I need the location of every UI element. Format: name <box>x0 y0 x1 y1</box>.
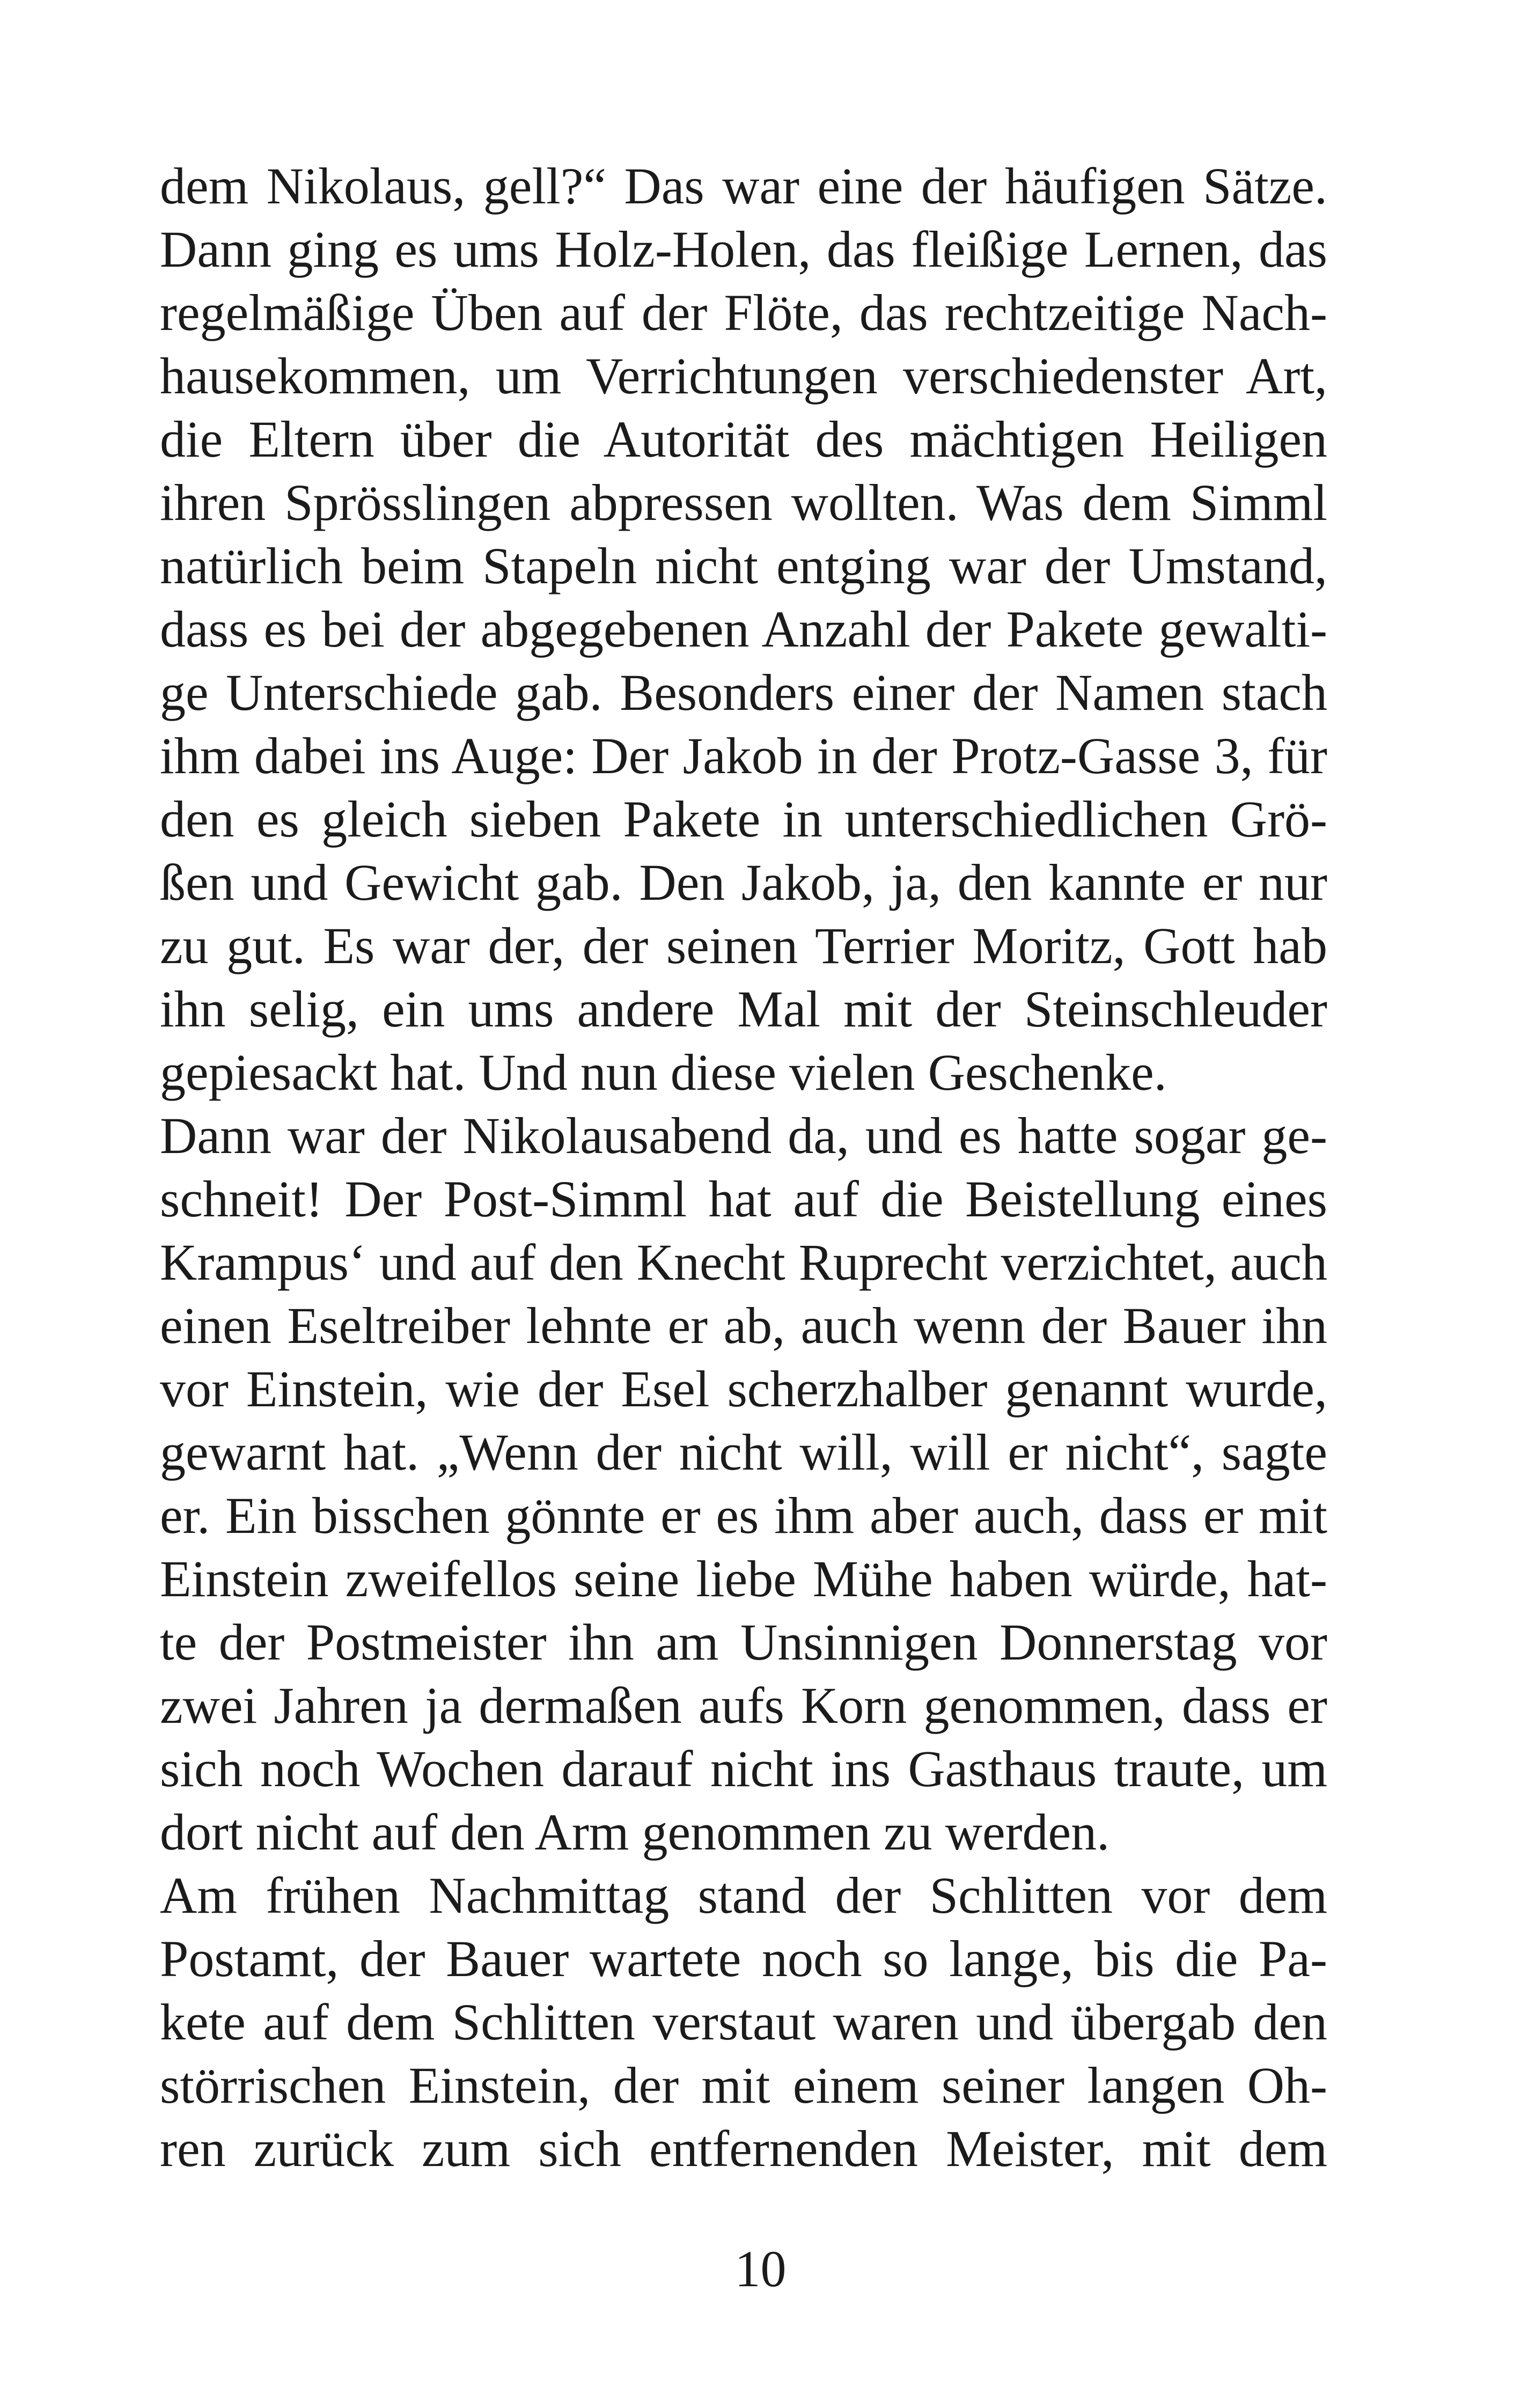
paragraph-end-line: dort nicht auf den Arm genommen zu werden. <box>160 1803 1110 1861</box>
text-line: natürlich beim Stapeln nicht entging war der Umstand, <box>160 537 1327 594</box>
text-line: sich noch Wochen darauf nicht ins Gasthaus traute, um <box>160 1740 1327 1797</box>
text-line: regelmäßige Üben auf der Flöte, das rechtzeitige Nach- <box>160 284 1327 341</box>
text-line: vor Einstein, wie der Esel scherzhalber genannt wurde, <box>160 1360 1327 1418</box>
page-number: 10 <box>734 2240 787 2297</box>
text-line: hausekommen, um Verrichtungen verschiedenster Art, <box>160 347 1327 405</box>
text-line: Dann war der Nikolausabend da, und es hatte sogar ge- <box>160 1107 1327 1164</box>
text-line: Postamt, der Bauer wartete noch so lange, bis die Pa- <box>160 1930 1327 1987</box>
text-line: ge Unterschiede gab. Besonders einer der Namen stach <box>160 664 1327 721</box>
text-line: ihn selig, ein ums andere Mal mit der Steinschleuder <box>160 980 1327 1038</box>
text-line: einen Eseltreiber lehnte er ab, auch wenn der Bauer ihn <box>160 1297 1327 1354</box>
text-line: zwei Jahren ja dermaßen aufs Korn genommen, dass er <box>160 1677 1327 1734</box>
text-line: er. Ein bisschen gönnte er es ihm aber auch, dass er mit <box>160 1487 1327 1544</box>
text-line: dass es bei der abgegebenen Anzahl der Pakete gewalti- <box>160 600 1327 658</box>
text-line: ihren Sprösslingen abpressen wollten. Was dem Simml <box>160 474 1327 531</box>
text-line: störrischen Einstein, der mit einem seiner langen Oh- <box>160 2057 1327 2114</box>
text-line: die Eltern über die Autorität des mächtigen Heiligen <box>160 410 1327 468</box>
text-line: dem Nikolaus, gell?“ Das war eine der häufigen Sätze. <box>160 157 1327 215</box>
text-line: Dann ging es ums Holz-Holen, das fleißige Lernen, das <box>160 221 1327 278</box>
text-line: Krampus‘ und auf den Knecht Ruprecht verzichtet, auch <box>160 1234 1327 1291</box>
text-line: schneit! Der Post-Simml hat auf die Beistellung eines <box>160 1170 1327 1228</box>
text-line: kete auf dem Schlitten verstaut waren und übergab den <box>160 1993 1327 2051</box>
text-line: te der Postmeister ihn am Unsinnigen Donnerstag vor <box>160 1613 1327 1671</box>
text-line: Einstein zweifellos seine liebe Mühe haben würde, hat- <box>160 1550 1327 1607</box>
text-line: Am frühen Nachmittag stand der Schlitten vor dem <box>160 1867 1327 1924</box>
text-line: zu gut. Es war der, der seinen Terrier Moritz, Gott hab <box>160 917 1327 974</box>
text-line: den es gleich sieben Pakete in unterschiedlichen Grö- <box>160 790 1327 848</box>
text-line: ren zurück zum sich entfernenden Meister, mit dem <box>160 2120 1327 2177</box>
paragraph-end-line: gepiesackt hat. Und nun diese vielen Geschenke. <box>160 1044 1167 1101</box>
text-line: gewarnt hat. „Wenn der nicht will, will er nicht“, sagte <box>160 1423 1327 1481</box>
text-line: ihm dabei ins Auge: Der Jakob in der Protz-Gasse 3, für <box>160 727 1327 784</box>
text-line: ßen und Gewicht gab. Den Jakob, ja, den kannte er nur <box>160 854 1327 911</box>
